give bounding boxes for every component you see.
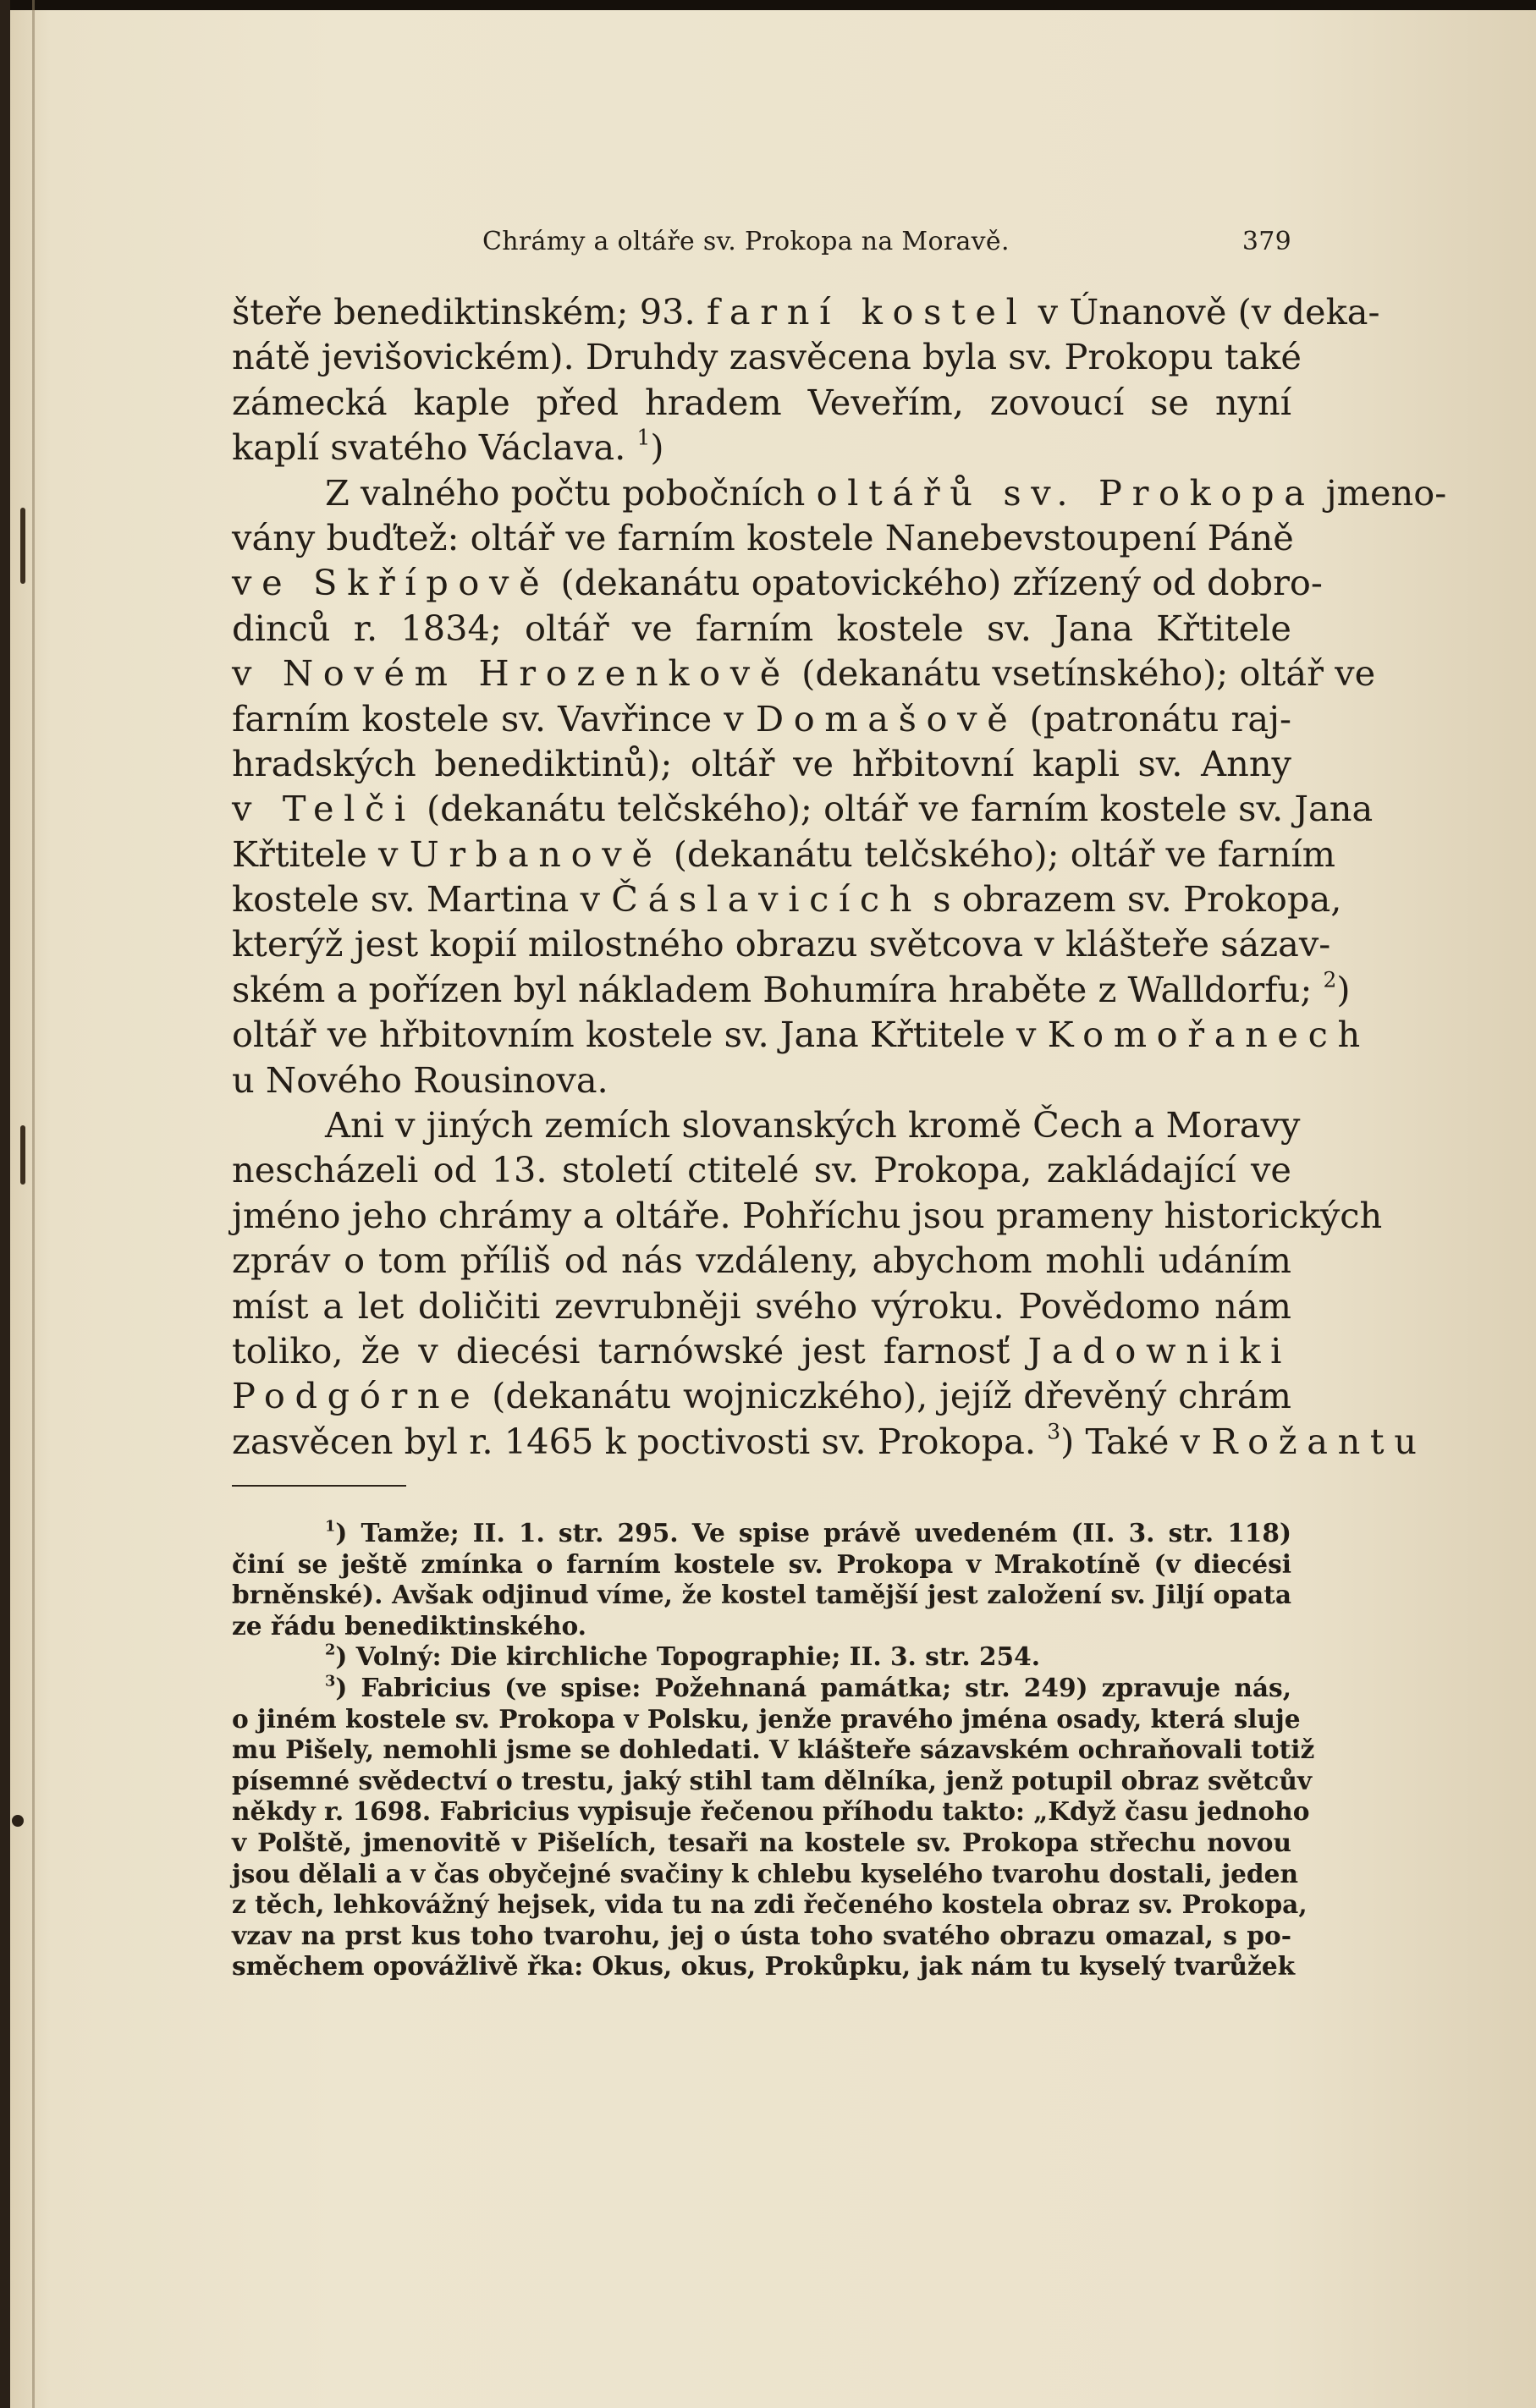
- text-run: mu Pišely, nemohli jsme se dohledati. V klášteře sázavském ochraňovali totiž: [232, 1735, 1315, 1765]
- text-run: kterýž jest kopií milostného obrazu světcova v klášteře sázav-: [232, 923, 1331, 965]
- spaced-emphasis: Podgórne: [232, 1375, 481, 1417]
- text-line: [232, 1419, 1427, 1464]
- spaced-emphasis: oltářů sv. Prokopa: [816, 471, 1315, 514]
- text-run: (patronátu raj-: [1017, 697, 1291, 739]
- text-line: [232, 289, 1380, 334]
- text-run: ) Tamže; II. 1. str. 295. Ve spise právě uvedeném (II. 3. str. 118): [335, 1518, 1291, 1548]
- text-line: [232, 1284, 1291, 1328]
- text-run: ) Volný: Die kirchliche Topographie; II. 3. str. 254.: [335, 1641, 1041, 1672]
- text-run: ): [1336, 968, 1351, 1010]
- text-run: ): [650, 426, 664, 469]
- footnote-marker: 2: [1323, 967, 1337, 992]
- text-line: [232, 786, 1374, 831]
- text-line: [232, 1102, 1301, 1147]
- text-run: hradských benediktinů); oltář ve hřbitovní kapli sv. Anny: [232, 742, 1291, 784]
- text-run: (dekanátu telčského); oltář ve farním kostele sv. Jana: [415, 788, 1374, 830]
- footnote-line: [232, 1735, 1315, 1766]
- main-text: [232, 289, 1447, 1464]
- text-line: [232, 1193, 1383, 1238]
- text-run: šteře benediktinském; 93.: [232, 291, 707, 333]
- footnote-marker: 1: [636, 425, 651, 450]
- text-run: zasvěcen byl r. 1465 k poctivosti sv. Prokopa.: [232, 1420, 1048, 1462]
- footnote-line: [232, 1641, 1291, 1673]
- footnote-marker: 3: [1047, 1419, 1061, 1444]
- margin-rule: [32, 0, 35, 2408]
- footnote-line: [232, 1889, 1308, 1921]
- spaced-emphasis: v Novém Hrozenkově: [232, 652, 790, 695]
- footnote-line: [232, 1611, 1291, 1642]
- footnote-line: [232, 1518, 1291, 1549]
- text-run: ) Také v: [1060, 1420, 1212, 1462]
- text-run: ze řádu benediktinského.: [232, 1610, 586, 1641]
- text-run: míst a let doličiti zevrubněji svého výroku. Povědomo nám: [232, 1284, 1291, 1327]
- text-run: brněnské). Avšak odjinud víme, že kostel tamější jest založení sv. Jiljí opata: [232, 1580, 1291, 1610]
- text-run: toliko, že v diecési tarnówské jest farnosť: [232, 1329, 1028, 1372]
- footnotes: [232, 1517, 1315, 1982]
- footnote-line: [232, 1580, 1291, 1611]
- text-run: farním kostele sv. Vavřince v: [232, 697, 756, 739]
- text-line: [232, 425, 1291, 470]
- text-line: [232, 1328, 1291, 1373]
- footnote-line: [232, 1858, 1298, 1890]
- text-line: [232, 741, 1291, 786]
- margin-mark: [20, 508, 25, 584]
- text-line: [232, 967, 1351, 1012]
- text-run: kostele sv. Martina v: [232, 878, 612, 921]
- text-line: [232, 1238, 1291, 1283]
- text-run: nescházeli od 13. století ctitelé sv. Prokopa, zakládající ve: [232, 1149, 1291, 1191]
- text-run: Křtitele v: [232, 833, 410, 875]
- footnote-line: [232, 1703, 1301, 1735]
- text-run: s obrazem sv. Prokopa,: [922, 878, 1342, 921]
- text-run: z těch, lehkovážný hejsek, vida tu na zdi řečeného kostela obraz sv. Prokopa,: [232, 1889, 1308, 1920]
- text-run: zámecká kaple před hradem Veveřím, zovoucí se nyní: [232, 381, 1291, 423]
- footnote-line: [232, 1951, 1296, 1982]
- text-line: [232, 606, 1291, 651]
- text-run: Ani v jiných zemích slovanských kromě Čech a Moravy: [325, 1104, 1301, 1146]
- footnote-line: [232, 1796, 1310, 1828]
- spaced-emphasis: Komořanech: [1047, 1014, 1370, 1056]
- footnote-marker: 3: [325, 1672, 336, 1691]
- text-line: [232, 921, 1331, 966]
- footnote-marker: 1: [325, 1517, 336, 1536]
- spaced-emphasis: Čáslavicích: [611, 878, 922, 921]
- text-run: v Polště, jmenovitě v Pišelích, tesaři na kostele sv. Prokopa střechu novou: [232, 1827, 1291, 1857]
- text-run: oltář ve hřbitovním kostele sv. Jana Křtitele v: [232, 1014, 1048, 1056]
- text-line: [232, 832, 1336, 877]
- text-line: [232, 470, 1447, 515]
- text-run: ) Fabricius (ve spise: Požehnaná památka; str. 249) zpravuje nás,: [335, 1672, 1291, 1702]
- text-run: činí se ještě zmínka o farním kostele sv. Prokopa v Mrakotíně (v diecési: [232, 1548, 1291, 1579]
- spaced-emphasis: ve Skřípově: [232, 562, 550, 604]
- footnote-line: [232, 1673, 1291, 1704]
- text-run: vány buďtež: oltář ve farním kostele Nanebevstoupení Páně: [232, 516, 1294, 558]
- text-run: u Nového Rousinova.: [232, 1058, 608, 1101]
- text-line: [232, 380, 1291, 425]
- text-run: Z valného počtu pobočních: [325, 471, 817, 514]
- text-run: ském a pořízen byl nákladem Bohumíra hraběte z Walldorfu;: [232, 968, 1324, 1010]
- text-run: (dekanátu wojniczkého), jejíž dřevěný chrám: [480, 1375, 1291, 1417]
- text-line: [232, 1058, 1291, 1102]
- text-line: [232, 1373, 1291, 1418]
- text-run: písemné svědectví o trestu, jaký stihl tam dělníka, jenž potupil obraz světcův: [232, 1765, 1313, 1795]
- spaced-emphasis: Rožantu: [1211, 1420, 1427, 1462]
- spaced-emphasis: farní kostel: [706, 291, 1027, 333]
- margin-mark: [20, 1125, 25, 1185]
- text-line: [232, 334, 1302, 379]
- text-run: dinců r. 1834; oltář ve farním kostele sv. Jana Křtitele: [232, 607, 1291, 649]
- text-run: kaplí svatého Václava.: [232, 426, 637, 469]
- text-run: někdy r. 1698. Fabricius vypisuje řečenou příhodu takto: „Když času jednoho: [232, 1796, 1310, 1827]
- text-run: vzav na prst kus toho tvarohu, jej o ústa toho svatého obrazu omazal, s po-: [232, 1920, 1291, 1950]
- text-run: směchem opovážlivě řka: Okus, okus, Prokůpku, jak nám tu kyselý tvarůžek: [232, 1951, 1296, 1982]
- binding-edge: [0, 0, 10, 2408]
- text-line: [232, 1012, 1370, 1057]
- spaced-emphasis: Jadowniki: [1027, 1329, 1291, 1372]
- margin-dot: [12, 1815, 24, 1827]
- scan-top-edge: [0, 0, 1536, 10]
- footnote-line: [232, 1921, 1291, 1952]
- text-line: [232, 560, 1323, 605]
- text-line: [232, 1147, 1291, 1192]
- text-line: [232, 515, 1294, 560]
- footnote-line: [232, 1765, 1313, 1797]
- spaced-emphasis: Domašově: [755, 697, 1018, 739]
- running-title: Chrámy a oltáře sv. Prokopa na Moravě.: [482, 227, 1010, 256]
- text-line: [232, 696, 1291, 741]
- footnote-line: [232, 1549, 1291, 1581]
- text-line: [232, 651, 1376, 695]
- footnote-separator: [232, 1485, 406, 1487]
- footnote-marker: 2: [325, 1641, 336, 1659]
- text-run: jsou dělali a v čas obyčejné svačiny k chlebu kyselého tvarohu dostali, jeden: [232, 1858, 1298, 1888]
- footnote-line: [232, 1828, 1291, 1859]
- text-run: nátě jevišovickém). Druhdy zasvěcena byla sv. Prokopu také: [232, 336, 1302, 378]
- text-run: (dekanátu opatovického) zřízený od dobro-: [549, 562, 1323, 604]
- text-run: (dekanátu telčského); oltář ve farním: [662, 833, 1336, 875]
- spaced-emphasis: Urbanově: [409, 833, 663, 875]
- text-line: [232, 877, 1342, 921]
- text-run: jméno jeho chrámy a oltáře. Pohříchu jsou prameny historických: [232, 1194, 1383, 1236]
- spaced-emphasis: v Telči: [232, 788, 416, 830]
- text-run: o jiném kostele sv. Prokopa v Polsku, jenže pravého jména osady, která sluje: [232, 1703, 1301, 1734]
- text-run: zpráv o tom příliš od nás vzdáleny, abychom mohli udáním: [232, 1240, 1291, 1282]
- page-number: 379: [1241, 227, 1291, 256]
- text-run: (dekanátu vsetínského); oltář ve: [790, 652, 1376, 695]
- text-run: jmeno-: [1314, 471, 1447, 514]
- text-run: v Únanově (v deka-: [1027, 291, 1380, 333]
